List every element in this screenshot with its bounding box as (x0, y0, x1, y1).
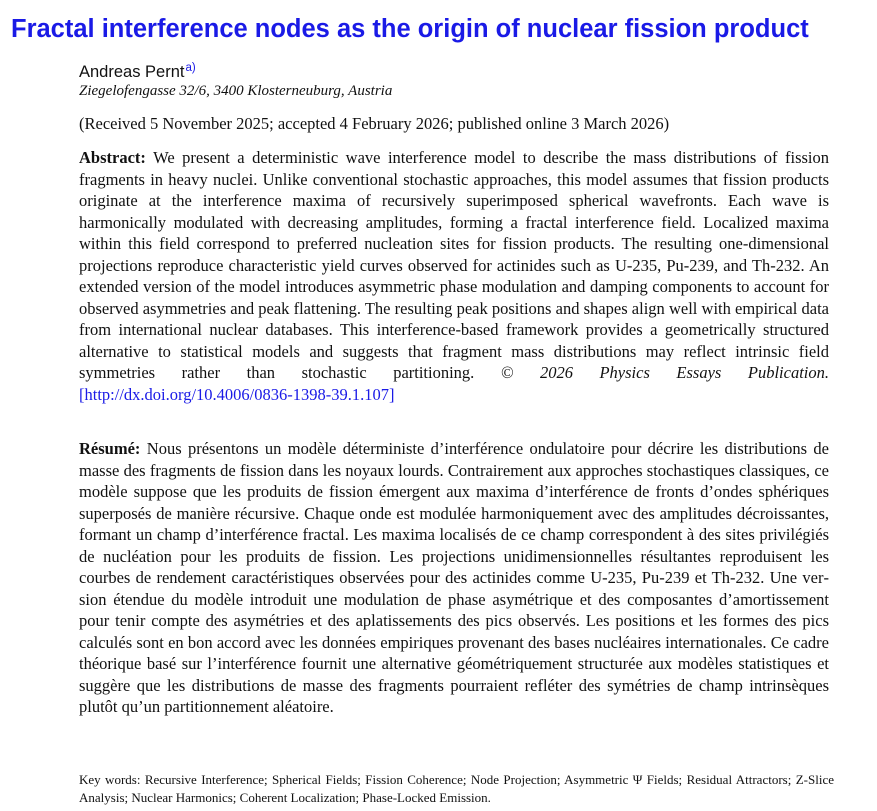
keywords: Key words: Recursive Interference; Spherical Fields; Fission Coherence; Node Projection; Asymmetric Ψ Fields; Residual Attractors; Z-Slice Analysis; Nuclear Harmonics; Coherent Localization; Phase-Locked Emission. (79, 772, 834, 805)
abstract-label: Abstract: (79, 148, 146, 167)
resume-text: Nous présentons un modèle déterministe d’interférence ondulatoire pour décrire les distributions de masse des fragments de fission dans les noyaux lourds. Contrairement aux approches stochastiques classiques, ce modèle suppose que les produits de fission émergent aux maxima d’interférence de fronts d’ondes sphériques superposés de manière récursive. Chaque onde est modulée harmoniquement avec des amplitudes décroissantes, formant un champ d’interférence fractal. Les maxima localisés de ce champ correspondent à des sites privilégiés de nucléation pour les produits de fission. Les projections unidimensionnelles résultantes reproduisent les courbes de rendement caractéristiques observées pour des actinides comme U-235, Pu-239 et Th-232. Une version étendue du modèle introduit une modulation de phase asymétrique et des composantes d’amortissement pour tenir compte des asymétries et des aplatissements des pics observés. Les positions et les formes des pics calculés sont en bon accord avec les données empiriques provenant des bases nucléaires internationales. Ce cadre théorique basé sur l’interférence fournit une alternative géométriquement structurée aux modèles statistiques et suggère que les distributions de masse des fragments pourraient refléter des symétries de champ intrinsèques plutôt qu’un partitionnement aléatoire. (79, 439, 829, 716)
author-line (79, 62, 196, 82)
doi-link[interactable]: [http://dx.doi.org/10.4006/0836-1398-39.1.107] (79, 384, 395, 404)
affiliation: Ziegelofengasse 32/6, 3400 Klosterneuburg, Austria (79, 83, 393, 99)
resume (79, 438, 829, 718)
copyright-notice: © 2026 Physics Essays Publication. (500, 363, 830, 382)
author-footnote-mark[interactable]: a) (185, 62, 196, 74)
publication-dates: (Received 5 November 2025; accepted 4 February 2026; published online 3 March 2026) (79, 114, 670, 133)
article-title: Fractal interference nodes as the origin of nuclear fission product (11, 15, 809, 43)
resume-label: Résumé: (79, 439, 141, 458)
abstract (79, 147, 829, 405)
abstract-text: We present a deterministic wave interference model to describe the mass distributions of fission fragments in heavy nuclei. Unlike conventional stochastic approaches, this model assumes that fission products originate at the interference maxima of recursively superimposed spherical wavefronts. Each wave is harmonically modulated with decreasing amplitudes, forming a fractal interference field. Localized maxima within this field correspond to preferred nucleation sites for fission products. The resulting one-dimensional projections reproduce characteristic yield curves observed for actinides such as U-235, Pu-239, and Th-232. An extended version of the model introduces asymmetric phase modulation and damping components to account for observed asymmetries and peak flattening. The resulting peak positions and shapes align well with empirical data from international nuclear databases. This interference-based framework provides a geometrically structured alternative to statistical models and suggests that fragment mass distributions may reflect intrinsic field symmetries rather than stochastic partitioning. (79, 148, 830, 382)
author-name: Andreas Pernt (79, 63, 185, 81)
